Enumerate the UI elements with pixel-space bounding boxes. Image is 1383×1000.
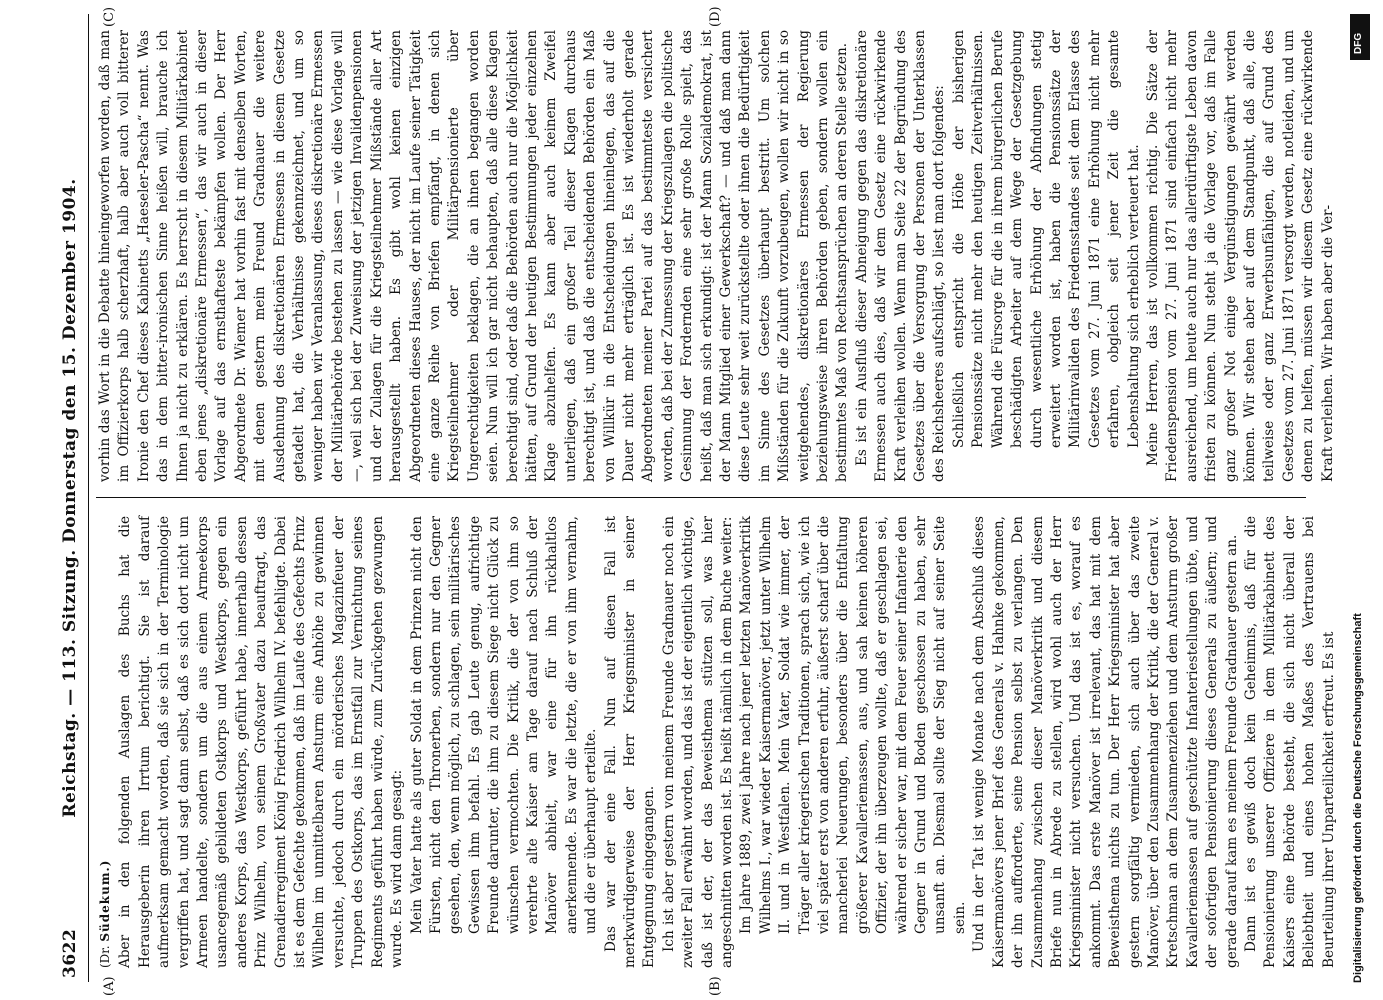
margin-marker-a: (A) xyxy=(102,976,117,996)
paragraph: Aber in den folgenden Auslagen des Buchs hat die Herausgeberin ihren Irrtum berichtigt. Sie ist darauf aufmerksam gemacht worden, daß sie sich in der Terminologie vergriffen hat, und sagt dann selbst, daß es sich dort nicht um Armeen handelte, sondern um die aus einem Armeekorps usancegemäß gebildeten Ostkorps und Westkorps, gegen ein anderes Korps, das Westkorps, geführt habe, innerhalb dessen Prinz Wilhelm, von seinem Großvater dazu beauftragt, das Grenadierregiment König Friedrich Wilhelm IV. befehligte. Dabei ist es dem Gefechte gekommen, daß im Laufe des Gefechts Prinz Wilhelm im unmittelbaren Ansturm eine Anhöhe zu gewinnen versuchte, jedoch durch ein mörderisches Magazinfeuer der Truppen des Ostkorps, das im Ernstfall zur Vernichtung seines Regiments geführt haben würde, zum Zurückgehen gezwungen wurde. Es wird dann gesagt: xyxy=(117,516,406,968)
speaker-title: (Dr. xyxy=(98,945,112,968)
speaker-label xyxy=(96,516,115,968)
paragraph: Und in der Tat ist wenige Monate nach dem Abschluß dieses Kaisermanövers jener Brief des Generals v. Hahnke gekommen, der ihn aufforderte, seine Pension selbst zu verlangen. Den Zusammenhang zwischen dieser Manöverkritik und diesem Briefe nun in Abrede zu stellen, wird wohl auch der Herr Kriegsminister nicht versuchen. Und das ist es, worauf es ankommt. Das erste Manöver ist irrelevant, das hat mit dem Beweisthema nichts zu tun. Der Herr Kriegsminister hat aber gestern sorgfältig vermieden, sich auch über das zweite Manöver, über den Zusammenhang der Kritik, die der General v. Kretschman an dem Zusammenziehen und dem Ansturm großer Kavalleriemassen auf geschützte Infanteriestellungen übte, und der sofortigen Pensionierung dieses Generals zu äußern; und gerade darauf kam es meinem Freunde Gradnauer gestern an. xyxy=(971,516,1240,968)
left-text-column xyxy=(96,516,1337,968)
column-divider xyxy=(96,497,1306,498)
page-number: 3622 xyxy=(60,928,80,978)
digitization-credit-text: Digitalisierung gefördert durch die Deutsche Forschungsgemeinschaft xyxy=(1352,613,1364,983)
dfg-logo xyxy=(1350,14,1370,60)
margin-marker-b: (B) xyxy=(708,976,723,996)
paragraph: Das war der eine Fall. Nun auf diesen Fall ist merkwürdigerweise der Herr Kriegsminister in seiner Entgegnung eingegangen. xyxy=(602,516,658,968)
speaker-name: Südekum.) xyxy=(98,859,112,942)
quoted-paragraph: Im Jahre 1889, zwei Jahre nach jener letzten Manöverkritik Wilhelms I., war wieder Kaisermanöver, jetzt unter Wilhelm II. und in Westfalen. Mein Vater, Soldat wie immer, der Träger aller kriegerischen Traditionen, sprach sich, wie ich viel später erst von anderen erfuhr, äußerst scharf über die mancherlei Neuerungen, besonders über die Entfaltung größerer Kavalleriemassen, aus, und sah keinen höheren Offizier, der ihn überzeugen wollte, daß er geschlagen sei, während er sicher war, mit dem Feuer seiner Infanterie den Gegner in Grund und Boden geschossen zu haben, sehr unsanft an. Diesmal sollte der Sieg nicht auf seiner Seite sein. xyxy=(738,516,968,934)
margin-marker-d: (D) xyxy=(708,6,723,27)
quoted-paragraph: Schließlich entspricht die Höhe der bisherigen Pensionssätze nicht mehr den heutigen Zeitverhältnissen. Während die Fürsorge für die in ihrem bürgerlichen Berufe beschädigten Arbeiter auf dem Wege der Gesetzgebung durch wesentliche Erhöhung der Abfindungen stetig erweitert worden ist, haben die Pensionssätze der Militärinvaliden des Friedensstandes seit dem Erlasse des Gesetzes vom 27. Juni 1871 eine Erhöhung nicht mehr erfahren, obgleich seit jener Zeit die gesamte Lebenshaltung sich erheblich verteuert hat. xyxy=(950,30,1142,448)
page-header xyxy=(58,14,84,982)
paragraph: vorhin das Wort in die Debatte hineingeworfen worden, daß man im Offizierkorps halb scherzhaft, halb aber auch voll bitterer Ironie den Chef dieses Kabinetts „Haeseler-Pascha“ nennt. Was das in dem bitter-ironischen Sinne heißen will, brauche ich Ihnen ja nicht zu erklären. Es herrscht in diesem Militärkabinet eben jenes „diskretionäre Ermessen“, das wir auch in dieser Vorlage auf das ernsthafteste bekämpfen wollen. Der Herr Abgeordnete Dr. Wiemer hat vorhin fast mit denselben Worten, mit denen gestern mein Freund Gradnauer die weitere Ausdehnung des diskretionären Ermessens in diesem Gesetze getadelt hat, die Verhältnisse gekennzeichnet, und um so weniger haben wir Veranlassung, dieses diskretionäre Ermessen der Militärbehörde bestehen zu lassen — wie diese Vorlage will —, weil sich bei der Zuweisung der jetzigen Invalidenpensionen und der Zulagen für die Kriegsteilnehmer Mißstände aller Art herausgestellt haben. Es gibt wohl keinen einzigen Abgeordneten dieses Hauses, der nicht im Laufe seiner Tätigkeit eine ganze Reihe von Briefen empfängt, in denen sich Kriegsteilnehmer oder Militärpensionierte über Ungerechtigkeiten beklagen, die an ihnen begangen worden seien. Nun will ich gar nicht behaupten, daß alle diese Klagen berechtigt sind, oder daß die Behörden auch nur die Möglichkeit hätten, auf Grund der heutigen Bestimmungen jeder einzelnen Klage abzuhelfen. Es kann aber auch keinem Zweifel unterliegen, daß ein großer Teil dieser Klagen durchaus berechtigt ist, und daß die entscheidenden Behörden ein Maß von Willkür in die Entscheidungen hineinlegen, das auf die Dauer nicht mehr erträglich ist. Es ist wiederholt gerade Abgeordneten meiner Partei auf das bestimmteste versichert worden, daß bei der Zumessung der Kriegszulagen die politische Gesinnung der Fordernden eine sehr große Rolle spielt, das heißt, daß man sich erkundigt: ist der Mann Sozialdemokrat, ist der Mann Mitglied einer Gewerkschaft? — und daß man dann diese Leute sehr weit zurückstellte oder ihnen die Bedürftigkeit im Sinne des Gesetzes überhaupt bestritt. Um solchen Mißständen für die Zukunft vorzubeugen, wollen wir nicht in so weitgehendes, diskretionäres Ermessen der Regierung beziehungsweise ihren Behörden geben, sondern wollen ein bestimmtes Maß von Rechtsansprüchen an deren Stelle setzen. xyxy=(97,30,851,482)
newspaper-page xyxy=(58,6,1337,996)
right-text-column xyxy=(96,30,1336,482)
digitization-credit xyxy=(1348,8,1372,992)
paragraph: Meine Herren, das ist vollkommen richtig. Die Sätze der Friedenspension vom 27. Juni 1871 sind einfach nicht mehr ausreichend, um heute auch nur das allerdürftigste Leben davon fristen zu können. Nun steht ja die Vorlage vor, daß im Falle ganz großer Not einige Vergünstigungen gewährt werden können. Wir stehen aber auf dem Standpunkt, daß alle, die teilweise oder ganz Erwerbsunfähigen, die auf Grund des Gesetzes vom 27. Juni 1871 versorgt werden, notleiden, und um denen zu helfen, müssen wir diesem Gesetz eine rückwirkende Kraft verleihen. Wir haben aber die Ver- xyxy=(1144,30,1336,482)
paragraph: Ich ist aber gestern von meinem Freunde Gradnauer noch ein zweiter Fall erwähnt worden, und das ist der eigentlich wichtige, daß ist der, der das Beweisthema stützen soll, was hier angeschnitten worden ist. Es heißt nämlich in dem Buche weiter: xyxy=(660,516,735,968)
dfg-logo-text: DFG xyxy=(1353,32,1364,54)
paragraph: Es ist ein Ausfluß dieser Abneigung gegen das diskretionäre Ermessen auch dies, daß wir dem Gesetz eine rückwirkende Kraft verleihen wollen. Wenn man Seite 22 der Begründung des Gesetzes über die Versorgung der Personen der Unterklassen des Reichsheeres aufschlägt, so liest man dort folgendes: xyxy=(853,30,948,482)
quoted-paragraph: Mein Vater hatte als guter Soldat in dem Prinzen nicht den Fürsten, nicht den Thronerben, sondern nur den Gegner gesehen, den, wenn möglich, zu schlagen, sein militärisches Gewissen ihm befahl. Es gab Leute genug, aufrichtige Freunde darunter, die ihm zu diesem Siege nicht Glück zu wünschen vermochten. Die Kritik, die der von ihm so verehrte alte Kaiser am Tage darauf nach Schluß der Manöver abhielt, war eine für ihn rückhaltlos anerkennende. Es war die letzte, die er von ihm vernahm, und die er überhaupt erteilte. xyxy=(408,516,600,934)
header-divider xyxy=(88,14,89,982)
margin-marker-c: (C) xyxy=(102,6,117,27)
page-title: Reichstag. — 113. Sitzung. Donnerstag den 15. Dezember 1904. xyxy=(60,178,80,818)
paragraph: Dann ist es gewiß doch kein Geheimnis, daß für die Pensionierung unserer Offiziere in dem Militärkabinett des Kaisers eine Behörde besteht, die sich nicht überall der Beliebtheit und eines hohen Maßes des Vertrauens bei Beurteilung ihrer Unparteilichkeit erfreut. Es ist xyxy=(1242,516,1337,968)
